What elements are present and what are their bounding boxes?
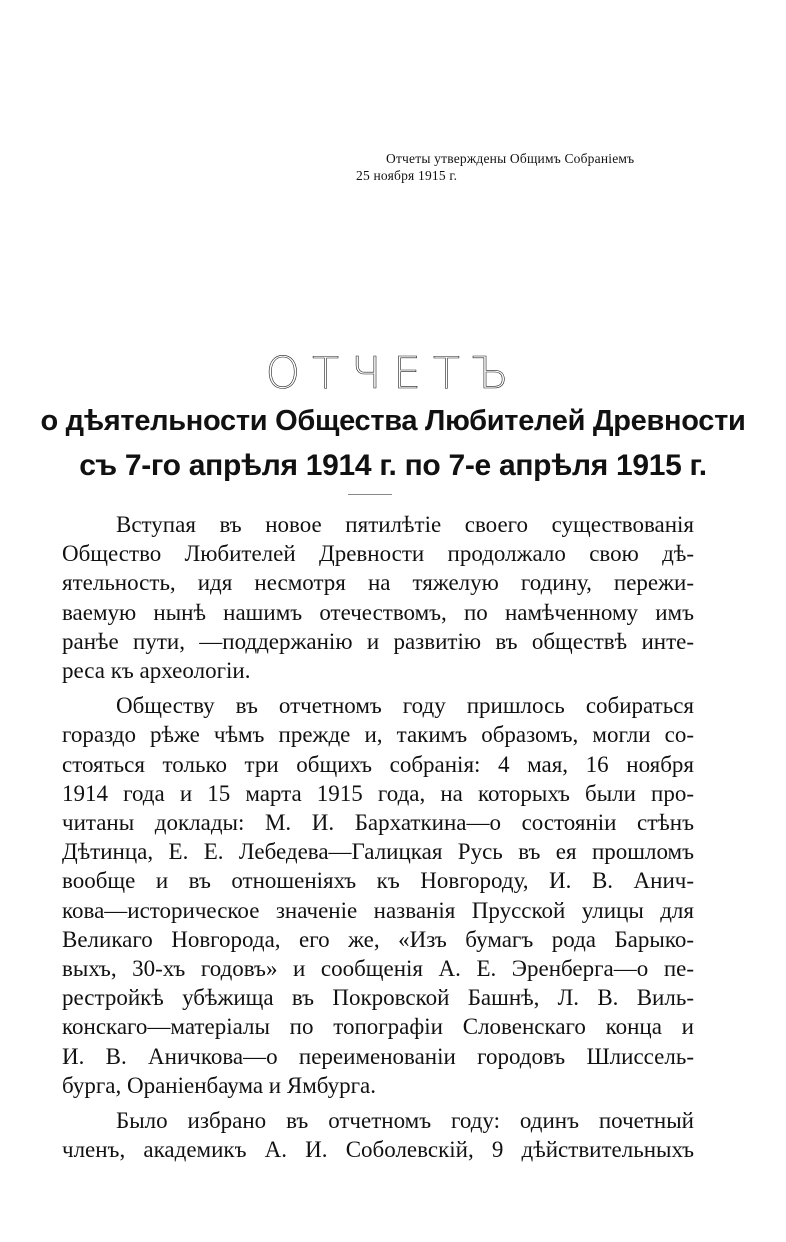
approval-line-1: Отчеты утверждены Общимъ Собраніемъ: [386, 151, 635, 166]
text-line: 1914 года и 15 марта 1915 года, на которыхъ были про-: [62, 780, 694, 806]
text-line: читаны доклады: М. И. Бархаткина—о состояніи стѣнъ: [62, 810, 694, 836]
text-line: Общество Любителей Древности продолжало свою дѣ-: [62, 541, 694, 567]
text-line: рестройкѣ убѣжища въ Покровской Башнѣ, Л. В. Виль-: [62, 985, 694, 1011]
paragraph-3: [62, 1106, 694, 1164]
text-line: ваемую нынѣ нашимъ отечествомъ, по намѣченному имъ: [62, 599, 694, 625]
text-line: выхъ, 30-хъ годовъ» и сообщенія А. Е. Эренберга—о пе-: [62, 956, 694, 982]
text-line: членъ, академикъ А. И. Соболевскій, 9 дѣйствительныхъ: [62, 1137, 694, 1163]
text-line: Вступая въ новое пятилѣтіе своего существованія: [116, 512, 694, 537]
text-line: реса къ археологіи.: [62, 658, 251, 684]
text-line: вообще и въ отношеніяхъ къ Новгороду, И. В. Анич-: [62, 868, 694, 894]
text-line: ятельность, идя несмотря на тяжелую годину, пережи-: [62, 570, 694, 596]
paragraph-2: [62, 691, 694, 1100]
report-title-text: ОТЧЕТЪ: [265, 348, 521, 399]
approval-note: [356, 150, 716, 184]
title-divider: [348, 494, 392, 495]
report-subtitle-line-1: о дѣятельности Общества Любителей Древности: [40, 405, 746, 437]
text-line: Великаго Новгорода, его же, «Изъ бумагъ рода Барыко-: [62, 926, 694, 952]
text-line: стояться только три общихъ собранія: 4 мая, 16 ноября: [62, 751, 694, 777]
text-line: конскаго—матеріалы по топографіи Словенскаго конца и: [62, 1014, 694, 1040]
text-line: ранѣе пути, —поддержанію и развитію въ обществѣ инте-: [62, 628, 694, 654]
report-body: [62, 510, 694, 1164]
text-line: бурга, Ораніенбаума и Ямбурга.: [62, 1072, 376, 1098]
report-subtitle-line-2: съ 7-го апрѣля 1914 г. по 7-е апрѣля 1915 г.: [79, 449, 707, 482]
approval-line-2: 25 ноября 1915 г.: [356, 168, 458, 183]
paragraph-1: [62, 510, 694, 685]
text-line: кова—историческое значеніе названія Прусской улицы для: [62, 897, 694, 923]
text-line: Обществу въ отчетномъ году пришлось собираться: [116, 693, 694, 719]
report-title: [0, 348, 786, 399]
text-line: Было избрано въ отчетномъ году: одинъ почетный: [116, 1108, 694, 1134]
text-line: Дѣтинца, Е. Е. Лебедева—Галицкая Русь въ ея прошломъ: [62, 839, 694, 865]
text-line: гораздо рѣже чѣмъ прежде и, такимъ образомъ, могли со-: [62, 722, 694, 748]
text-line: И. В. Аничкова—о переименованіи городовъ Шлиссель-: [62, 1043, 694, 1069]
